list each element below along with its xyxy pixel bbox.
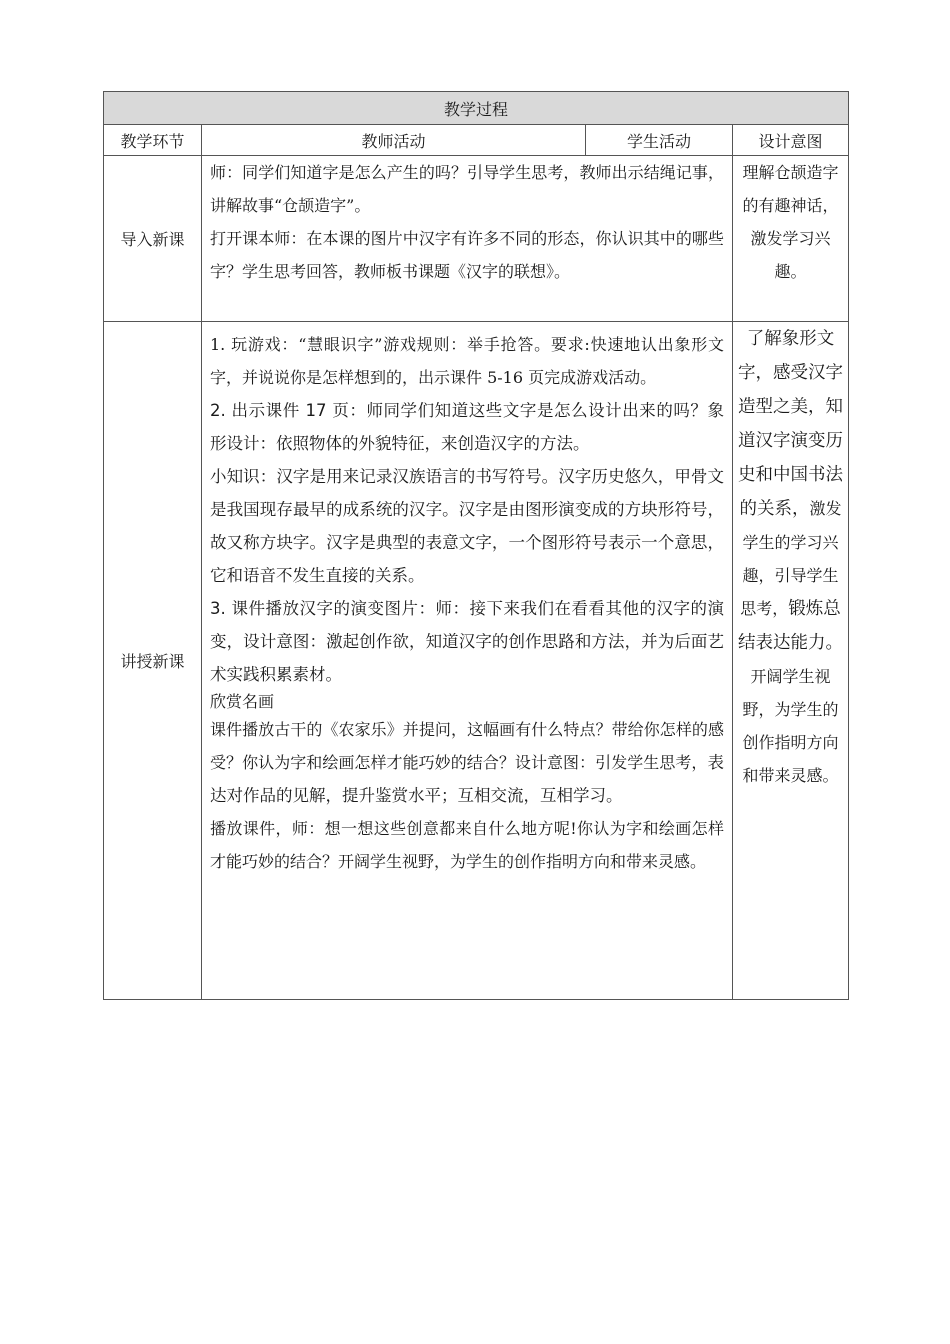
- design-intent-cell: [733, 322, 849, 1000]
- teacher-text-emphasis: 表达对作品的见解，提升鉴赏水平；互相交流，互相学习。: [210, 753, 724, 805]
- teaching-process-table: [103, 91, 849, 1000]
- teacher-activity-cell: [202, 322, 733, 1000]
- intent-text: 开阔学生视野，为学生的创作指明方向和带来灵感。: [742, 667, 839, 785]
- teacher-paragraph: 1. 玩游戏：“慧眼识字”游戏规则：举手抢答。要求:快速地认出象形文字，并说说你是怎样想到的，出示课件 5-16 页完成游戏活动。: [210, 335, 724, 387]
- teacher-paragraph: 播放课件，师：想一想这些创意都来自什么地方呢!你认为字和绘画怎样才能巧妙的结合？开阔学生视野，为学生的创作指明方向和带来灵感。: [210, 819, 724, 871]
- teacher-paragraph: [210, 713, 724, 812]
- header-stage: 教学环节: [104, 125, 202, 156]
- intent-text-part: 激发学生的学习兴趣，引导学生思考，: [740, 499, 842, 618]
- intent-text: [736, 322, 845, 660]
- intent-text-part: 锻炼总结表达能力。: [738, 599, 843, 653]
- teacher-subheading: 欣赏名画: [210, 692, 275, 711]
- teacher-paragraph: 3. 课件播放汉字的演变图片：师：接下来我们在看看其他的汉字的演变，设计意图：激起创作欲，知道汉字的创作思路和方法，并为后面艺术实践积累素材。: [210, 599, 724, 684]
- table-header-row: [104, 125, 849, 156]
- intent-text: 理解仓颉造字的有趣神话，激发学习兴趣。: [742, 163, 839, 281]
- teacher-paragraph: 小知识：汉字是用来记录汉族语言的书写符号。汉字历史悠久，甲骨文是我国现存最早的成系统的汉字。汉字是由图形演变成的方块形符号，故又称方块字。汉字是典型的表意文字，一个图形符号表示一个意思，它和语音不发生直接的关系。: [210, 467, 724, 585]
- teacher-paragraph: 师：同学们知道字是怎么产生的吗？引导学生思考，教师出示结绳记事，讲解故事“仓颉造字”。: [210, 163, 724, 215]
- stage-cell: 讲授新课: [104, 322, 202, 1000]
- header-student-activity: 学生活动: [586, 125, 733, 156]
- table-row: [104, 322, 849, 1000]
- table-title: 教学过程: [104, 92, 849, 125]
- table-row: [104, 156, 849, 322]
- stage-cell: 导入新课: [104, 156, 202, 322]
- design-intent-cell: [733, 156, 849, 322]
- header-teacher-activity: 教师活动: [202, 125, 586, 156]
- table-title-row: [104, 92, 849, 125]
- teacher-paragraph: 2. 出示课件 17 页：师同学们知道这些文字是怎么设计出来的吗？象形设计：依照物体的外貌特征，来创造汉字的方法。: [210, 401, 724, 453]
- header-design-intent: 设计意图: [733, 125, 849, 156]
- teacher-text: 课件播放古干的《农家乐》并提问，这幅画有什么特点？带给你怎样的感受？你认为字和绘画怎样才能巧妙的结合？设计意图：引发学生思考，: [210, 720, 724, 772]
- teacher-paragraph: 打开课本师：在本课的图片中汉字有许多不同的形态，你认识其中的哪些字？学生思考回答，教师板书课题《汉字的联想》。: [210, 229, 724, 281]
- intent-text-part: 了解象形文字，感受汉字造型之美，知道汉字演变历史和中国书法的关系，: [738, 329, 843, 519]
- teacher-activity-cell: [202, 156, 733, 322]
